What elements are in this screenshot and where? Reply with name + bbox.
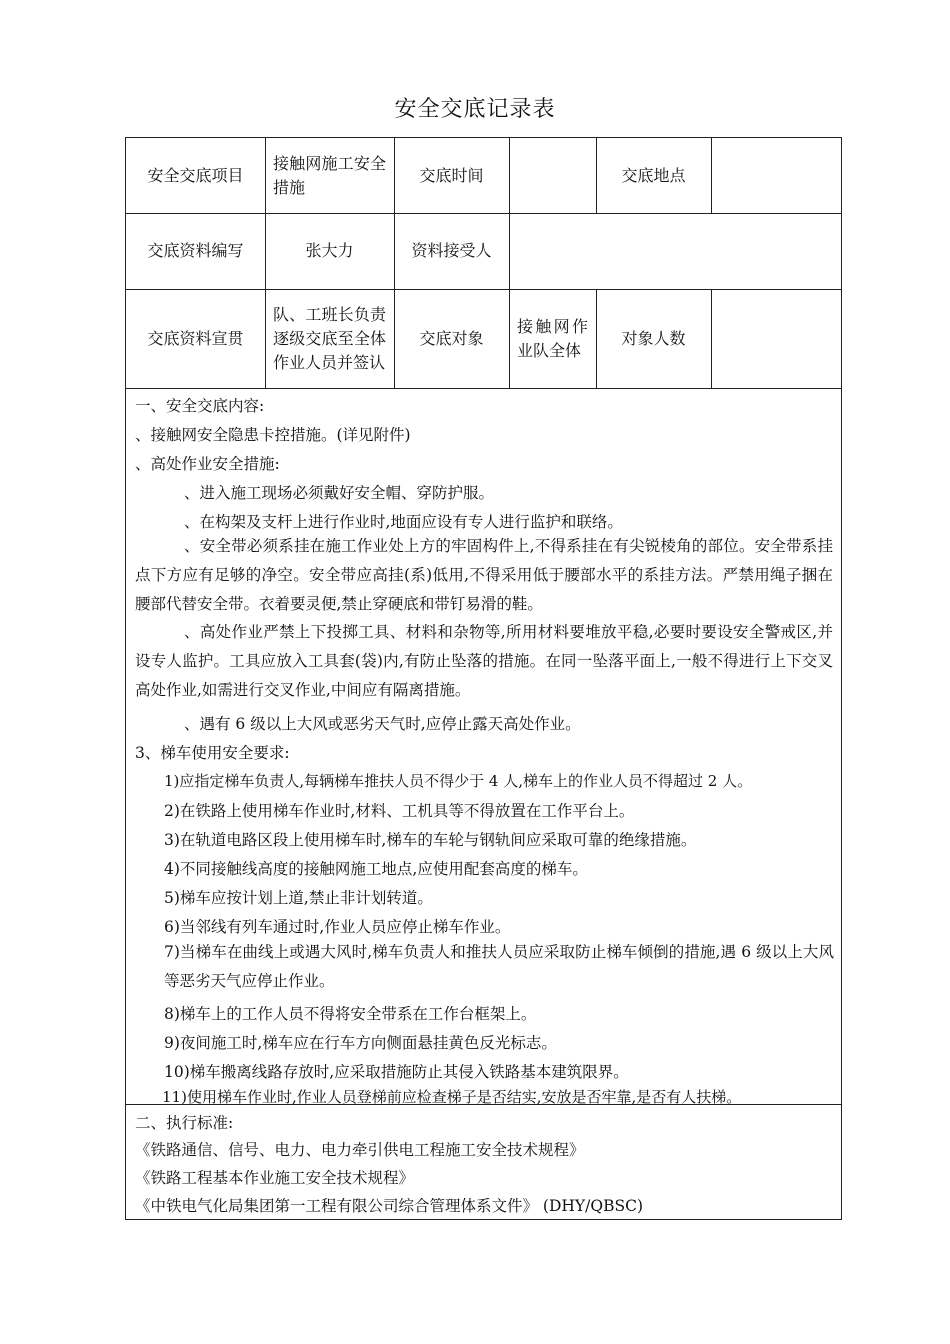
ladder-heading: 3、梯车使用安全要求: xyxy=(135,744,290,762)
content-subitem: 、在构架及支杆上进行作业时,地面应设有专人进行监护和联络。 xyxy=(184,513,623,531)
document-title: 安全交底记录表 xyxy=(394,97,556,122)
content-item: 、接触网安全隐患卡控措施。(详见附件) xyxy=(135,426,411,444)
publicize-label: 交底资料宣贯 xyxy=(147,328,244,348)
content-paragraph: 、高处作业严禁上下投掷工具、材料和杂物等,所用材料要堆放平稳,必要时要设安全警戒区,并设专人监护。工具应放入工具套(袋)内,有防止坠落的措施。在同一坠落平面上,一般不得进行上下交叉高处作业,如需进行交叉作业,中间应有隔离措施。 xyxy=(135,623,833,699)
standard-item: 《铁路工程基本作业施工安全技术规程》 xyxy=(135,1169,415,1187)
count-value xyxy=(711,289,843,388)
writer-label: 交底资料编写 xyxy=(147,241,244,260)
ladder-item: 11)使用梯车作业时,作业人员登梯前应检查梯子是否结实,安放是否牢靠,是否有人扶梯。 xyxy=(162,1088,742,1106)
time-label: 交底时间 xyxy=(419,165,484,185)
ladder-item: 10)梯车搬离线路存放时,应采取措施防止其侵入铁路基本建筑限界。 xyxy=(164,1063,629,1081)
ladder-item: 6)当邻线有列车通过时,作业人员应停止梯车作业。 xyxy=(164,918,511,936)
content-subitem: 、遇有 6 级以上大风或恶劣天气时,应停止露天高处作业。 xyxy=(184,715,581,733)
safety-briefing-table xyxy=(125,137,842,1220)
ladder-item: 8)梯车上的工作人员不得将安全带系在工作台框架上。 xyxy=(164,1005,537,1023)
place-value xyxy=(711,138,843,213)
count-label: 对象人数 xyxy=(621,328,686,348)
place-label: 交底地点 xyxy=(621,165,686,185)
target-value: 接触网作业队全体 xyxy=(517,316,588,360)
ladder-item: 7)当梯车在曲线上或遇大风时,梯车负责人和推扶人员应采取防止梯车倾倒的措施,遇 6 级以上大风等恶劣天气应停止作业。 xyxy=(164,943,834,990)
content-item: 、高处作业安全措施: xyxy=(135,455,280,473)
standards-section xyxy=(126,1104,841,1221)
ladder-item: 5)梯车应按计划上道,禁止非计划转道。 xyxy=(164,889,433,907)
writer-value: 张大力 xyxy=(305,241,354,260)
standards-heading: 二、执行标准: xyxy=(135,1114,234,1132)
ladder-item: 4)不同接触线高度的接触网施工地点,应使用配套高度的梯车。 xyxy=(164,860,588,878)
briefing-content xyxy=(126,388,841,1104)
publicize-value: 队、工班长负责逐级交底至全体作业人员并签认 xyxy=(273,304,386,372)
project-value: 接触网施工安全措施 xyxy=(273,153,386,197)
project-label: 安全交底项目 xyxy=(147,165,244,185)
content-paragraph: 、安全带必须系挂在施工作业处上方的牢固构件上,不得系挂在有尖锐棱角的部位。安全带系挂点下方应有足够的净空。安全带应高挂(系)低用,不得采用低于腰部水平的系挂方法。严禁用绳子捆在腰部代替安全带。衣着要灵便,禁止穿硬底和带钉易滑的鞋。 xyxy=(135,537,833,613)
ladder-item: 3)在轨道电路区段上使用梯车时,梯车的车轮与钢轨间应采取可靠的绝缘措施。 xyxy=(164,831,697,849)
standard-item: 《铁路通信、信号、电力、电力牵引供电工程施工安全技术规程》 xyxy=(135,1141,585,1159)
time-value xyxy=(509,138,596,213)
ladder-item: 1)应指定梯车负责人,每辆梯车推扶人员不得少于 4 人,梯车上的作业人员不得超过 2 人。 xyxy=(164,772,753,790)
content-subitem: 、进入施工现场必须戴好安全帽、穿防护服。 xyxy=(184,484,495,502)
ladder-item: 2)在铁路上使用梯车作业时,材料、工机具等不得放置在工作平台上。 xyxy=(164,802,635,820)
standard-item: 《中铁电气化局集团第一工程有限公司综合管理体系文件》 (DHY/QBSC) xyxy=(135,1197,643,1215)
target-label: 交底对象 xyxy=(419,328,484,348)
ladder-item: 9)夜间施工时,梯车应在行车方向侧面悬挂黄色反光标志。 xyxy=(164,1034,557,1052)
receiver-label: 资料接受人 xyxy=(411,241,492,260)
content-heading: 一、安全交底内容: xyxy=(135,397,265,415)
receiver-value xyxy=(509,213,843,289)
